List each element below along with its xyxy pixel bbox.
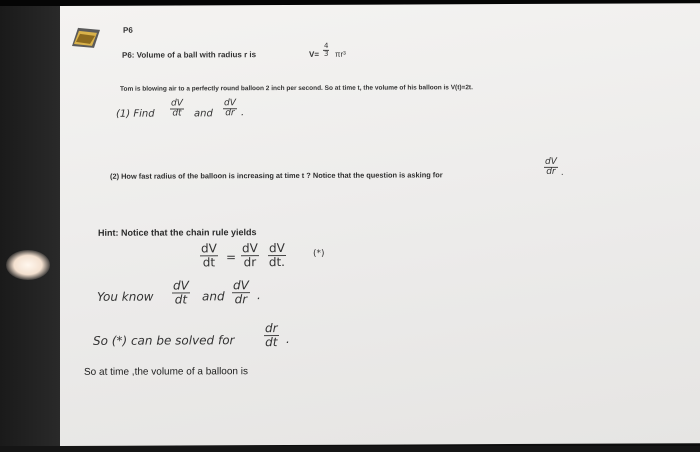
know-and: and — [202, 289, 225, 304]
hint-eq-lhs-den: dt — [202, 254, 216, 269]
solve-num: dr — [265, 321, 278, 336]
know-prefix: You know — [97, 289, 154, 304]
hint-eq-r2-den: dt. — [268, 254, 285, 269]
know-frac-dv-dt — [172, 279, 190, 306]
pencil-icon — [68, 22, 104, 52]
p6-intro: P6: Volume of a ball with radius r is — [122, 50, 257, 60]
part2-text: (2) How fast radius of the balloon is increasing at time t ? Notice that the question is asking for — [110, 170, 443, 181]
volume-frac-num: 4 — [324, 41, 329, 50]
part1-and: and — [194, 108, 213, 120]
volume-frac-den: 3 — [324, 50, 329, 59]
solve-prefix: So (*) can be solved for — [93, 333, 235, 348]
part1-frac-dv-dt — [170, 99, 184, 119]
worksheet-page — [60, 3, 700, 446]
hint-eq-r2-num: dV — [269, 241, 285, 256]
hint-eq-r1-num: dV — [242, 241, 258, 256]
volume-formula — [309, 41, 379, 67]
part1-frac-dv-dr — [223, 99, 237, 119]
know-f2-num: dV — [233, 278, 249, 293]
know-frac-dv-dr — [232, 279, 250, 306]
problem-statement: Tom is blowing air to a perfectly round balloon 2 inch per second. So at time t, the volume of his balloon is V(t)=2t. — [120, 84, 473, 93]
part2-frac-dv-dr — [544, 158, 558, 178]
part1-frac2-num: dV — [224, 98, 236, 109]
know-f2-den: dr — [234, 291, 248, 306]
hint-eq-sign: = — [226, 250, 237, 265]
volume-fraction — [323, 43, 329, 59]
part1-prefix: (1) Find — [116, 108, 155, 120]
volume-lhs: V= — [309, 49, 320, 59]
solve-frac-dr-dt — [264, 322, 279, 349]
part1-frac1-den: dt — [172, 108, 182, 119]
left-background — [0, 6, 62, 446]
hint-title: Hint: Notice that the chain rule yields — [98, 227, 257, 238]
part1-frac1-num: dV — [171, 98, 183, 109]
hint-eq-r2 — [268, 242, 286, 269]
light-glare — [6, 250, 50, 280]
bottom-bezel — [0, 446, 700, 452]
volume-rest: πr³ — [335, 49, 346, 59]
solve-den: dt — [265, 334, 278, 349]
know-f1-num: dV — [173, 278, 189, 293]
part2-frac-den: dr — [546, 167, 556, 178]
solve-suffix: . — [286, 331, 290, 347]
know-suffix: . — [257, 288, 261, 303]
hint-eq-lhs — [200, 242, 218, 269]
part2-suffix: . — [561, 166, 564, 177]
hint-eq-r1 — [241, 242, 259, 269]
part1-frac2-den: dr — [225, 108, 235, 119]
hint-eq-r1-den: dr — [243, 254, 257, 269]
hint-eq-lhs-num: dV — [201, 241, 217, 256]
hint-eq-tag: (*) — [313, 248, 325, 259]
know-f1-den: dt — [174, 292, 188, 307]
part1 — [116, 99, 316, 130]
final-statement: So at time ,the volume of a balloon is — [84, 366, 248, 378]
part1-suffix: . — [241, 107, 245, 119]
part2-frac-num: dV — [545, 156, 557, 167]
problem-heading: P6 — [123, 25, 133, 35]
